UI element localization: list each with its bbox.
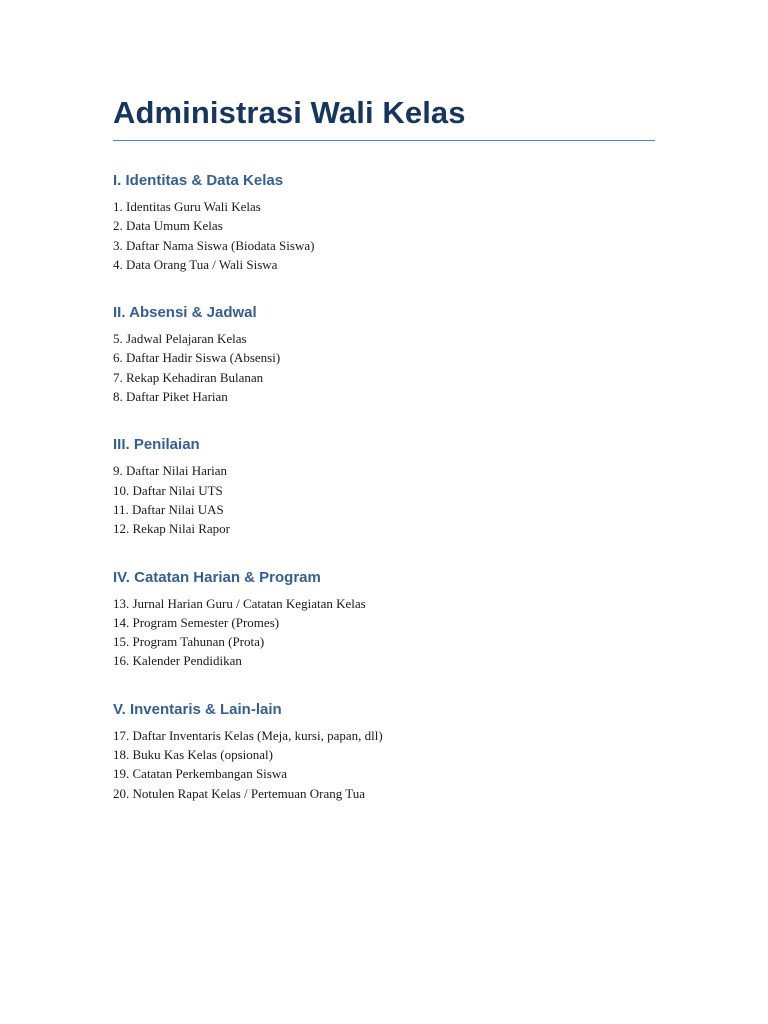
list-item: 10. Daftar Nilai UTS bbox=[113, 482, 223, 498]
section-heading: III. Penilaian bbox=[113, 436, 200, 454]
section-absensi-jadwal bbox=[113, 303, 655, 406]
list-item: 13. Jurnal Harian Guru / Catatan Kegiatan Kelas bbox=[113, 595, 366, 611]
list-item: 6. Daftar Hadir Siswa (Absensi) bbox=[113, 350, 281, 366]
list-item: 14. Program Semester (Promes) bbox=[113, 614, 280, 630]
list-item: 11. Daftar Nilai UAS bbox=[113, 501, 224, 517]
list-item: 8. Daftar Piket Harian bbox=[113, 389, 228, 405]
list-item: 17. Daftar Inventaris Kelas (Meja, kursi, papan, dll) bbox=[113, 727, 383, 743]
section-catatan-harian-program bbox=[113, 568, 655, 671]
list-item: 12. Rekap Nilai Rapor bbox=[113, 521, 230, 537]
list-item: 19. Catatan Perkembangan Siswa bbox=[113, 766, 288, 782]
document-title: Administrasi Wali Kelas bbox=[113, 95, 466, 130]
title-underline-rule bbox=[113, 140, 655, 141]
list-item: 3. Daftar Nama Siswa (Biodata Siswa) bbox=[113, 237, 315, 253]
list-item: 15. Program Tahunan (Prota) bbox=[113, 634, 265, 650]
list-item: 16. Kalender Pendidikan bbox=[113, 653, 242, 669]
list-item: 2. Data Umum Kelas bbox=[113, 218, 223, 234]
list-item: 4. Data Orang Tua / Wali Siswa bbox=[113, 256, 278, 272]
section-heading: IV. Catatan Harian & Program bbox=[113, 568, 321, 586]
document-page bbox=[113, 94, 655, 832]
list-item: 1. Identitas Guru Wali Kelas bbox=[113, 199, 261, 214]
section-item-list bbox=[113, 594, 655, 671]
list-item: 18. Buku Kas Kelas (opsional) bbox=[113, 747, 273, 763]
section-item-list bbox=[113, 726, 655, 803]
section-item-list bbox=[113, 461, 655, 538]
section-penilaian bbox=[113, 435, 655, 538]
section-heading: I. Identitas & Data Kelas bbox=[113, 172, 284, 189]
list-item: 20. Notulen Rapat Kelas / Pertemuan Orang Tua bbox=[113, 785, 366, 801]
list-item: 9. Daftar Nilai Harian bbox=[113, 463, 228, 479]
list-item: 5. Jadwal Pelajaran Kelas bbox=[113, 331, 247, 347]
section-identitas-data-kelas bbox=[113, 171, 655, 274]
section-item-list bbox=[113, 329, 655, 406]
section-heading: II. Absensi & Jadwal bbox=[113, 304, 257, 322]
section-inventaris-lain-lain bbox=[113, 700, 655, 803]
section-heading: V. Inventaris & Lain-lain bbox=[113, 700, 282, 718]
list-item: 7. Rekap Kehadiran Bulanan bbox=[113, 369, 264, 385]
section-item-list bbox=[113, 197, 655, 274]
